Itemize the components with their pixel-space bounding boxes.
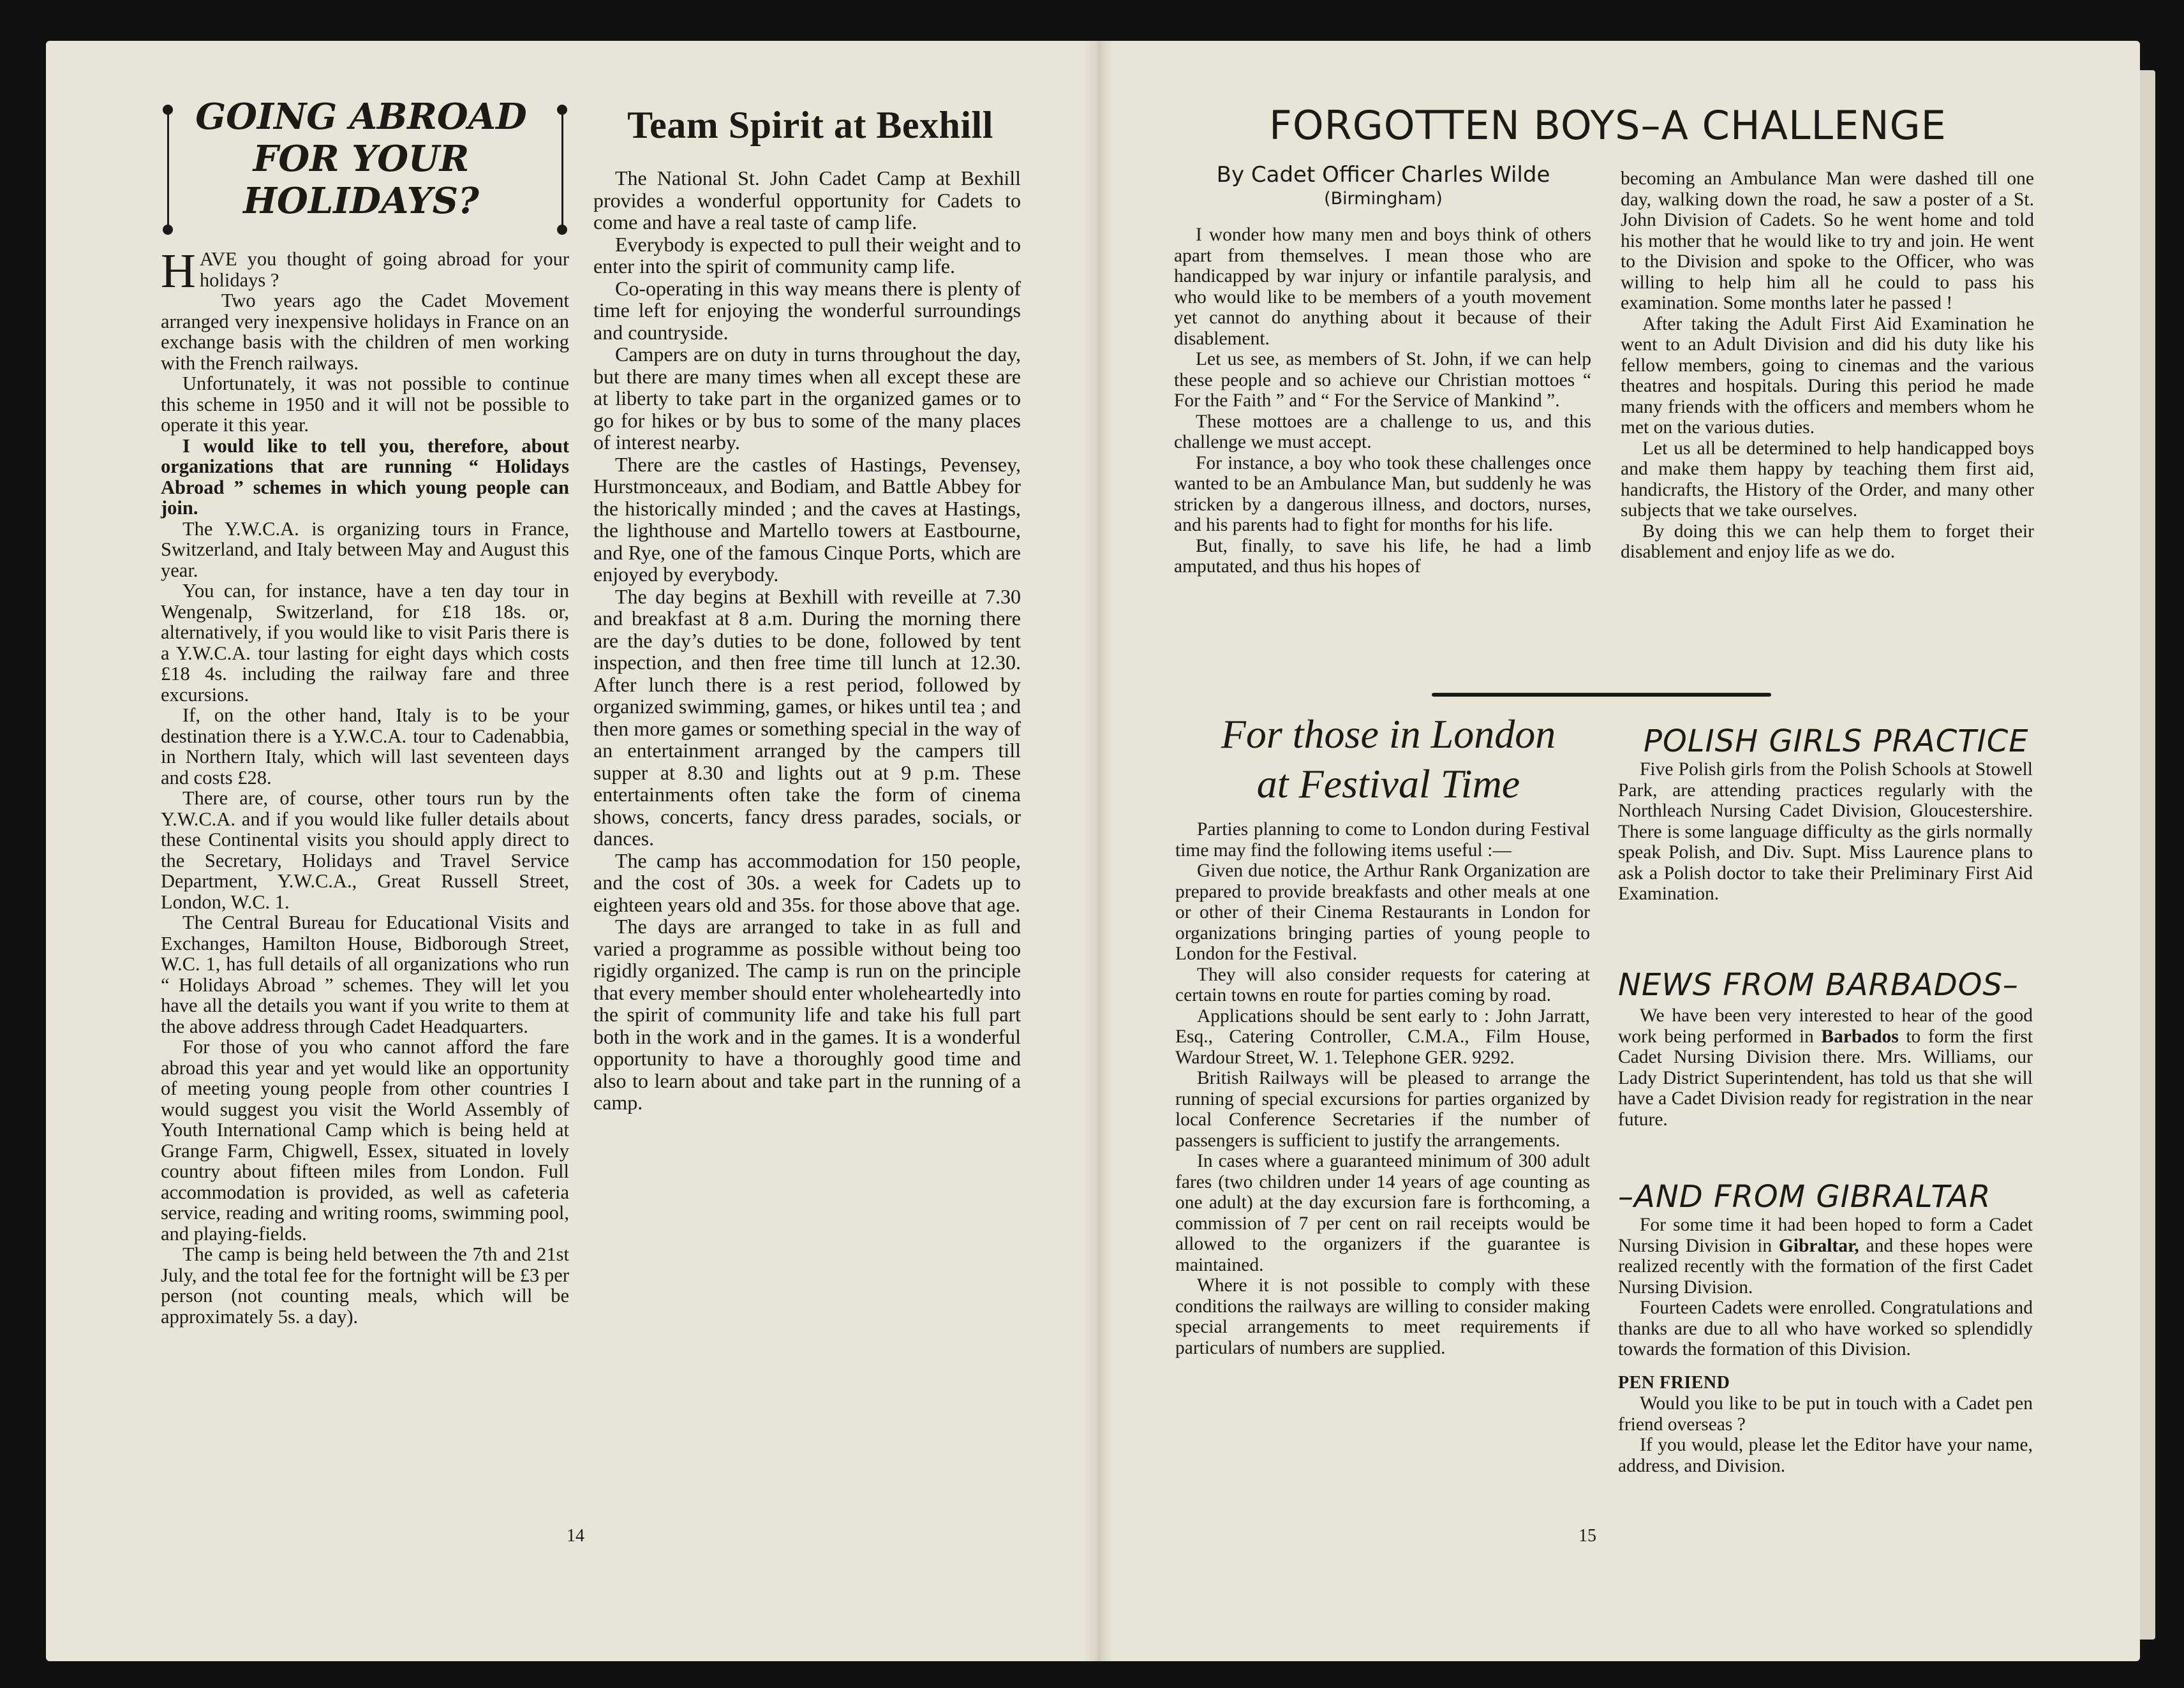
article-paragraph: The days are arranged to take in as full and varied a programme as possible without being too rigidly organized. The camp is run on the principle that every member should enter wholeheartedly into the spirit of community life and take his full part both in the work and in the games. It is a wonderful opportunity to have a thoroughly good time and also to learn about and take part in the running of a camp. <box>593 915 1021 1114</box>
article-paragraph: For instance, a boy who took these challenges once wanted to be an Ambulance Man, but suddenly he was stricken by a dangerous illness, and doctors, nurses, and his parents had to fight for months for his life. <box>1174 452 1591 535</box>
article-paragraph: I wonder how many men and boys think of others apart from themselves. I mean those who are handicapped by war injury or infantile paralysis, and who would like to be members of a youth movement yet cannot do anything about it because of their disablement. <box>1174 225 1591 349</box>
article-paragraph: Applications should be sent early to : John Jarratt, Esq., Catering Controller, C.M.A., Film House, Wardour Street, W. 1. Telephone GER. 9292. <box>1175 1005 1590 1068</box>
article-paragraph: The camp has accommodation for 150 people, and the cost of 30s. a week for Cadets up to eighteen years old and 35s. for those above that age. <box>593 848 1021 916</box>
going-abroad-title: GOING ABROAD FOR YOUR HOLIDAYS? <box>195 96 527 222</box>
decorative-rule <box>561 106 563 227</box>
article-paragraph: But, finally, to save his life, he had a limb amputated, and thus his hopes of <box>1174 535 1591 577</box>
barbados-title: NEWS FROM BARBADOS– <box>1618 967 2019 1003</box>
article-paragraph: The Central Bureau for Educational Visits and Exchanges, Hamilton House, Bidborough Street, W.C. 1, has full details of all organizations who run “ Holidays Abroad ” schemes. They will let you have all the details you want if you write to them at the above address through Cadet Headquarters. <box>161 912 569 1037</box>
pen-friend-title: PEN FRIEND <box>1618 1372 1730 1393</box>
article-paragraph: You can, for instance, have a ten day tour in Wengenalp, Switzerland, for £18 18s. or, alternatively, if you would like to visit Paris there is a Y.W.C.A. tour lasting for eight days which costs £18 4s. including the railway fare and three excursions. <box>161 580 569 706</box>
london-title-line-1: For those in London <box>1221 711 1556 757</box>
team-spirit-title: Team Spirit at Bexhill <box>627 104 993 146</box>
article-paragraph: The Y.W.C.A. is organizing tours in France, Switzerland, and Italy between May and August this year. <box>161 517 569 581</box>
article-paragraph: There are the castles of Hastings, Pevensey, Hurstmonceaux, and Bodiam, and Battle Abbey for the historically minded ; and the caves at Hastings, the lighthouse and Martello towers at Eastbourne, and Rye, one of the famous Cinque Ports, which are enjoyed by everybody. <box>593 452 1021 586</box>
article-paragraph: Campers are on duty in turns throughout the day, but there are many times when all except these are at liberty to take part in the organized games or to go for hikes or by bus to some of the many places of interest nearby. <box>593 343 1021 454</box>
article-paragraph: Co-operating in this way means there is plenty of time left for enjoying the wonderful surroundings and countryside. <box>593 276 1021 344</box>
decorative-dot <box>557 225 567 235</box>
article-paragraph: British Railways will be pleased to arrange the running of special excursions for parties organized by local Conference Secretaries if the number of passengers is sufficient to justify the arrangements. <box>1175 1068 1590 1151</box>
article-paragraph: Would you like to be put in touch with a Cadet pen friend overseas ? <box>1618 1393 2033 1435</box>
bold-paragraph: I would like to tell you, therefore, about organizations that are running “ Holidays Abroad ” schemes in which young people can join. <box>161 434 569 519</box>
article-paragraph: Given due notice, the Arthur Rank Organization are prepared to provide breakfasts and other meals at one or other of their Cinema Restaurants in London for organizations bringing parties of young people to London for the Festival. <box>1175 861 1590 964</box>
byline: By Cadet Officer Charles Wilde <box>1216 162 1550 188</box>
article-paragraph: We have been very interested to hear of the good work being performed in Barbados to form the first Cadet Nursing Division there. Mrs. Williams, our Lady District Superintendent, has told us that she will have a Cadet Division ready for registration in the near future. <box>1618 1005 2033 1130</box>
london-title-line-2: at Festival Time <box>1256 761 1520 806</box>
bold-word: Gibraltar, <box>1778 1235 1859 1256</box>
page-number-right: 15 <box>1579 1526 1596 1546</box>
article-paragraph: By doing this we can help them to forget their disablement and enjoy life as we do. <box>1621 521 2034 562</box>
london-festival-title <box>1171 709 1605 809</box>
page-number-left: 14 <box>567 1526 584 1546</box>
article-paragraph: If, on the other hand, Italy is to be your destination there is a Y.W.C.A. tour to Cadenabbia, in Northern Italy, which will last seventeen days and costs £28. <box>161 704 569 788</box>
article-paragraph: HAVE you thought of going abroad for your holidays ? <box>161 244 569 298</box>
going-abroad-article <box>161 244 569 1328</box>
forgotten-boys-column-1 <box>1174 225 1591 577</box>
article-paragraph: Parties planning to come to London during Festival time may find the following items useful :— <box>1175 819 1590 861</box>
gibraltar-title: –AND FROM GIBRALTAR <box>1618 1179 1991 1215</box>
forgotten-boys-column-2 <box>1621 168 2034 563</box>
article-paragraph: The National St. John Cadet Camp at Bexhill provides a wonderful opportunity for Cadets to come and have a real taste of camp life. <box>593 167 1021 233</box>
polish-girls-title: POLISH GIRLS PRACTICE <box>1644 723 2029 759</box>
article-paragraph: The camp is being held between the 7th and 21st July, and the total fee for the fortnight will be £3 per person (not counting meals, which will be approximately 5s. a day). <box>161 1243 569 1328</box>
forgotten-boys-title: FORGOTTEN BOYS–A CHALLENGE <box>1269 102 1947 149</box>
article-paragraph: These mottoes are a challenge to us, and this challenge we must accept. <box>1174 411 1591 452</box>
article-paragraph: They will also consider requests for catering at certain towns en route for parties coming by road. <box>1175 964 1590 1005</box>
article-paragraph: Two years ago the Cadet Movement arranged very inexpensive holidays in France on an exchange basis with the children of men working with the French railways. <box>161 290 569 374</box>
bold-word: Barbados <box>1821 1026 1899 1047</box>
decorative-dot <box>163 225 173 235</box>
article-paragraph: Where it is not possible to comply with these conditions the railways are willing to consider making special arrangements to meet requirements if particulars of numbers are supplied. <box>1175 1275 1590 1358</box>
article-paragraph: Fourteen Cadets were enrolled. Congratulations and thanks are due to all who have worked so splendidly towards the formation of this Division. <box>1618 1298 2033 1359</box>
article-paragraph: Everybody is expected to pull their weight and to enter into the spirit of community camp life. <box>593 232 1021 278</box>
gibraltar-article <box>1618 1215 2033 1476</box>
article-paragraph: becoming an Ambulance Man were dashed till one day, walking down the road, he saw a poster of a St. John Division of Cadets. So he went home and told his mother that he would like to try and join. He went to the Division and spoke to the Officer, who was willing to help him all he could to pass his examination. Some months later he passed ! <box>1621 168 2034 313</box>
article-paragraph: Let us see, as members of St. John, if we can help these people and so achieve our Christian mottoes “ For the Faith ” and “ For the Service of Mankind ”. <box>1174 349 1591 411</box>
article-paragraph: After taking the Adult First Aid Examination he went to an Adult Division and did his duty like his fellow members, going to cinemas and the various theatres and hospitals. During this period he made many friends with the officers and members whom he met on the various duties. <box>1621 313 2034 438</box>
page-edge <box>2140 70 2155 1640</box>
spine-gutter <box>1085 41 1113 1661</box>
article-paragraph: Let us all be determined to help handicapped boys and make them happy by teaching them first aid, handicrafts, the History of the Order, and many other subjects that we take ourselves. <box>1621 438 2034 521</box>
article-paragraph: For some time it had been hoped to form a Cadet Nursing Division in Gibraltar, and these hopes were realized recently with the formation of the first Cadet Nursing Division. <box>1618 1215 2033 1298</box>
section-divider <box>1432 693 1771 697</box>
article-paragraph: Unfortunately, it was not possible to continue this scheme in 1950 and it will not be possible to operate it this year. <box>161 373 569 436</box>
team-spirit-article <box>593 167 1021 1114</box>
article-paragraph: Five Polish girls from the Polish Schools at Stowell Park, are attending practices regularly with the Northleach Nursing Cadet Division, Gloucestershire. There is some language difficulty as the girls normally speak Polish, and Div. Supt. Miss Laurence plans to ask a Polish doctor to take their Preliminary First Aid Examination. <box>1618 759 2033 904</box>
article-paragraph: If you would, please let the Editor have your name, address, and Division. <box>1618 1435 2033 1476</box>
article-paragraph: The day begins at Bexhill with reveille at 7.30 and breakfast at 8 a.m. During the morning there are the day’s duties to be done, followed by tent inspection, and then free time till lunch at 12.30. After lunch there is a rest period, followed by organized swimming, games, or hikes until tea ; and then more games or something special in the way of an entertainment arranged by the campers till supper at 8.30 and lights out at 9 p.m. These entertainments often take the form of cinema shows, concerts, fancy dress parades, socials, or dances. <box>593 584 1021 850</box>
london-festival-article <box>1175 819 1590 1358</box>
article-paragraph: In cases where a guaranteed minimum of 300 adult fares (two children under 14 years of age counting as one adult) at the day excursion fare is forthcoming, a commission of 7 per cent on rail receipts would be allowed to the organizers if the guarantee is maintained. <box>1175 1151 1590 1275</box>
barbados-article <box>1618 1005 2033 1130</box>
drop-cap: H <box>161 244 196 298</box>
byline-location: (Birmingham) <box>1324 189 1443 209</box>
polish-girls-article <box>1618 759 2033 905</box>
article-paragraph: There are, of course, other tours run by the Y.W.C.A. and if you would like fuller details about these Continental visits you should apply direct to the Secretary, Holidays and Travel Service Department, Y.W.C.A., Great Russell Street, London, W.C. 1. <box>161 787 569 913</box>
article-paragraph: For those of you who cannot afford the fare abroad this year and yet would like an opportunity of meeting young people from other countries I would suggest you visit the World Assembly of Youth International Camp which is being held at Grange Farm, Chigwell, Essex, situated in lovely country about fifteen miles from London. Full accommodation is provided, as well as cafeteria service, reading and writing rooms, swimming pool, and playing-fields. <box>161 1036 569 1245</box>
